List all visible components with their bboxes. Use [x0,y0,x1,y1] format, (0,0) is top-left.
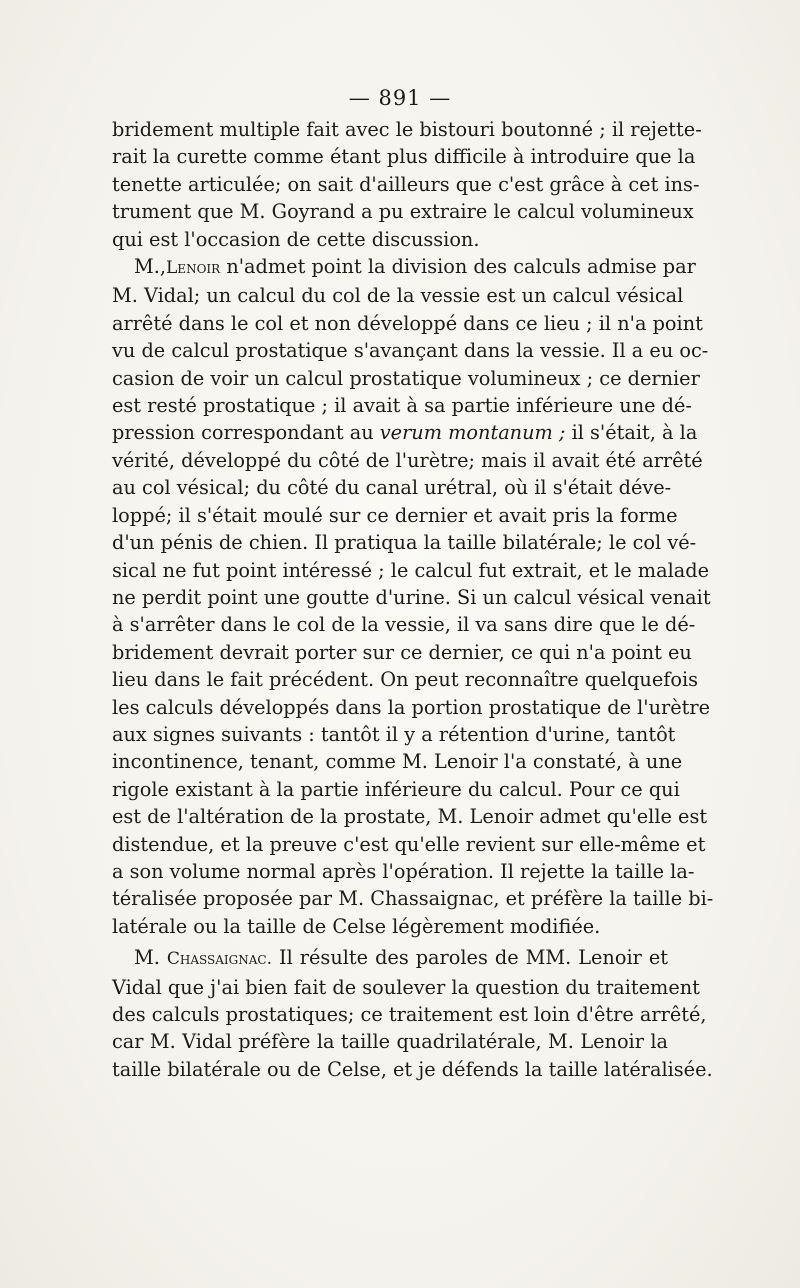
text-line [112,419,698,446]
text-line: latérale ou la taille de Celse légèrement modifiée. [112,914,601,938]
paragraph-3 [112,944,713,1083]
text-line: qui est l'occasion de cette discussion. [112,227,480,251]
text-line: Vidal que j'ai bien fait de soulever la question du traitement [112,975,700,999]
text-line: arrêté dans le col et non développé dans ce lieu ; il n'a point [112,311,703,335]
text-line: aux signes suivants : tantôt il y a rétention d'urine, tantôt [112,722,676,746]
text-line: incontinence, tenant, comme M. Lenoir l'a constaté, à une [112,750,683,774]
italic-term: verum montanum ; [379,421,566,445]
text-line: trument que M. Goyrand a pu extraire le calcul volumineux [112,200,694,224]
text-line: rigole existant à la partie inférieure du calcul. Pour ce qui [112,777,680,801]
text-line: vérité, développé du côté de l'urètre; mais il avait été arrêté [112,448,703,472]
text-line: à s'arrêter dans le col de la vessie, il va sans dire que le dé- [112,613,696,637]
line-rest: n'admet point la division des calculs admise par [220,255,696,279]
text-line: bridement multiple fait avec le bistouri boutonné ; il rejette- [112,118,702,141]
speaker-prefix: M. [134,946,160,970]
line-rest: Il résulte des paroles de MM. Lenoir et [272,946,669,970]
speaker-name: Lenoir [166,258,221,279]
page-number: — 891 — [348,86,452,110]
text-line: sical ne fut point intéressé ; le calcul fut extrait, et le malade [112,558,709,582]
text-line: distendue, et la preuve c'est qu'elle revient sur elle-même et [112,832,706,856]
text-line [112,253,696,282]
speaker-prefix: M., [134,255,167,279]
text-line: téralisée proposée par M. Chassaignac, et préfère la taille bi- [112,887,714,911]
text-line: des calculs prostatiques; ce traitement est loin d'être arrêté, [112,1003,707,1026]
text-line: bridement devrait porter sur ce dernier, ce qui n'a point eu [112,640,692,664]
text-line: est resté prostatique ; il avait à sa partie inférieure une dé- [112,394,692,418]
text-line: est de l'altération de la prostate, M. Lenoir admet qu'elle est [112,805,708,829]
text-line: a son volume normal après l'opération. Il rejette la taille la- [112,859,695,883]
text-line: les calculs développés dans la portion prostatique de l'urètre [112,695,711,719]
text-line: ne perdit point une goutte d'urine. Si un calcul vésical venait [112,585,711,609]
text-line: d'un pénis de chien. Il pratiqua la taille bilatérale; le col vé- [112,531,697,555]
text-line: M. Vidal; un calcul du col de la vessie est un calcul vésical [112,284,684,308]
line-end: il s'était, à la [565,421,698,445]
text-line: vu de calcul prostatique s'avançant dans la vessie. Il a eu oc- [112,339,709,363]
text-line [112,944,668,973]
paragraph-1 [112,116,702,253]
text-line: car M. Vidal préfère la taille quadrilatérale, M. Lenoir la [112,1030,668,1054]
speaker-name: Chassaignac. [166,949,273,970]
text-line: rait la curette comme étant plus difficile à introduire que la [112,145,696,169]
text-line: casion de voir un calcul prostatique volumineux ; ce dernier [112,366,700,390]
paragraph-2 [112,253,714,940]
text-line: tenette articulée; on sait d'ailleurs que c'est grâce à cet ins- [112,172,700,196]
line-start: pression correspondant au [112,421,380,445]
text-line: lieu dans le fait précédent. On peut reconnaître quelquefois [112,668,699,692]
text-line: taille bilatérale ou de Celse, et je défends la taille latéralisée. [112,1057,713,1081]
text-line: loppé; il s'était moulé sur ce dernier et avait pris la forme [112,503,678,527]
body-text [112,116,714,1083]
text-line: au col vésical; du côté du canal urétral, où il s'était déve- [112,476,672,500]
